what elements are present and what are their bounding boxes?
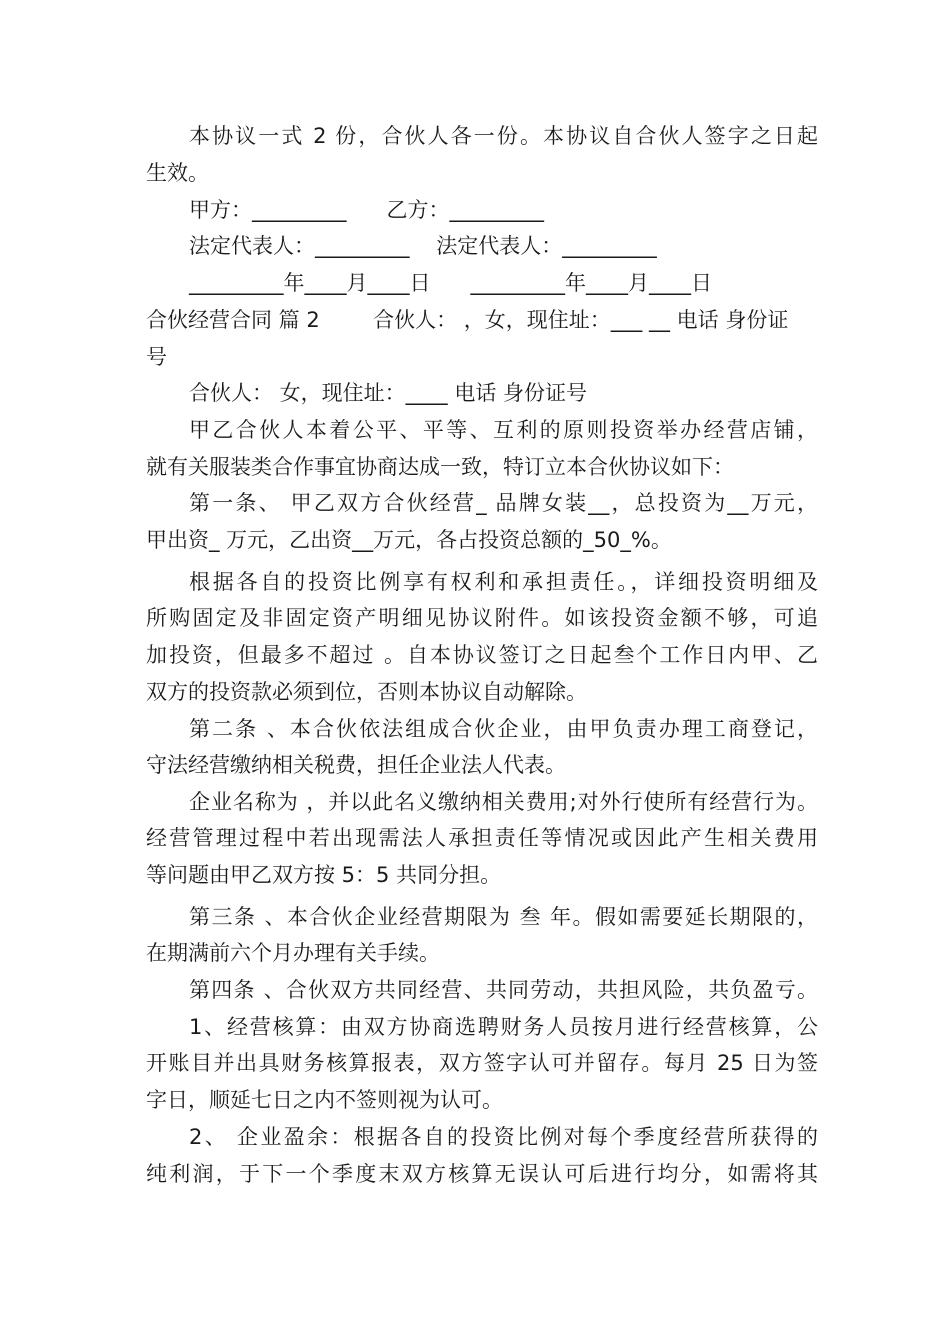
paragraph-line: 号 [146, 345, 167, 369]
clause-line: 2、 企业盈余：根据各自的投资比例对每个季度经营所获得的 [189, 1125, 818, 1149]
paragraph-line: 字日，顺延七日之内不签则视为认可。 [146, 1088, 503, 1112]
paragraph-line: 根据各自的投资比例享有权利和承担责任。，详细投资明细及 [189, 570, 818, 594]
signature-line-representative: 法定代表人：_________ 法定代表人：_________ [189, 234, 657, 258]
paragraph-line: 经营管理过程中若出现需法人承担责任等情况或因此产生相关费用 [146, 826, 818, 850]
paragraph-line: 本协议一式 2 份，合伙人各一份。本协议自合伙人签字之日起 [189, 124, 818, 148]
paragraph-line: 双方的投资款必须到位，否则本协议自动解除。 [146, 680, 587, 704]
paragraph-line: 加投资，但最多不超过 。自本协议签订之日起叁个工作日内甲、乙 [146, 643, 818, 667]
paragraph-line: 守法经营缴纳相关税费，担任企业法人代表。 [146, 753, 566, 777]
paragraph-line: 就有关服装类合作事宜协商达成一致，特订立本合伙协议如下： [146, 455, 734, 479]
signature-line-date: _________年____月____日 _________年____月____日 [189, 271, 713, 295]
paragraph-line: 合伙人： 女，现住址：____ 电话 身份证号 [189, 381, 588, 405]
paragraph-line: 生效。 [146, 161, 209, 185]
signature-line-party: 甲方：_________ 乙方：_________ [189, 198, 545, 222]
article-line: 第三条 、本合伙企业经营期限为 叁 年。假如需要延长期限的， [189, 905, 818, 929]
paragraph-line: 开账目并出具财务核算报表，双方签字认可并留存。每月 25 日为签 [146, 1051, 818, 1075]
paragraph-line: 甲出资_ 万元，乙出资__万元，各占投资总额的_50_%。 [146, 528, 672, 552]
paragraph-line: 甲乙合伙人本着公平、平等、互利的原则投资举办经营店铺， [189, 418, 818, 442]
paragraph-line: 纯利润，于下一个季度末双方核算无误认可后进行均分，如需将其 [146, 1162, 818, 1186]
paragraph-line: 等问题由甲乙双方按 5：5 共同分担。 [146, 863, 502, 887]
article-line: 第二条 、本合伙依法组成合伙企业，由甲负责办理工商登记， [189, 717, 818, 741]
article-line: 第一条、 甲乙双方合伙经营_ 品牌女装__，总投资为__万元， [189, 491, 818, 515]
article-line: 第四条 、合伙双方共同经营、共同劳动，共担风险，共负盈亏。 [189, 978, 818, 1002]
paragraph-line: 企业名称为 ，并以此名义缴纳相关费用;对外行使所有经营行为。 [189, 790, 818, 814]
section-heading-line: 合伙经营合同 篇 2 合伙人： ，女，现住址：___ __ 电话 身份证 [146, 308, 789, 332]
paragraph-line: 所购固定及非固定资产明细见协议附件。如该投资金额不够，可追 [146, 606, 818, 630]
paragraph-line: 在期满前六个月办理有关手续。 [146, 941, 440, 965]
clause-line: 1、经营核算：由双方协商选聘财务人员按月进行经营核算，公 [189, 1015, 818, 1039]
